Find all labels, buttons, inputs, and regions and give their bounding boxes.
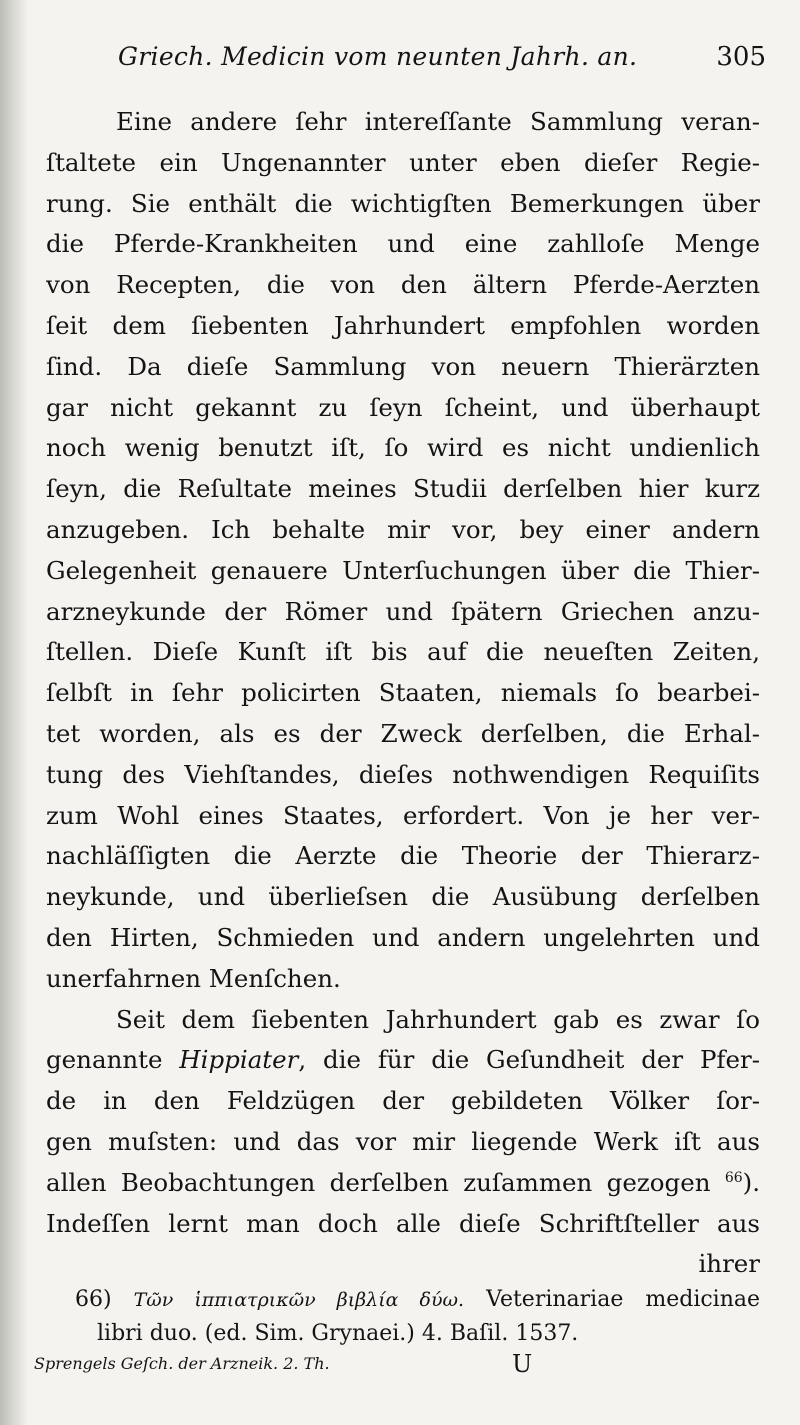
- text-line: tet worden, als es der Zweck derſelben, die Erhal-: [46, 718, 760, 748]
- text-line: ſeit dem ſiebenten Jahrhundert empfohlen worden: [46, 310, 760, 340]
- catchword: ihrer: [698, 1249, 760, 1279]
- text-line: anzugeben. Ich behalte mir vor, bey einer andern: [46, 514, 760, 544]
- footnote-line: [75, 1283, 760, 1317]
- text-line: de in den Feldzügen der gebildeten Völker ſor-: [46, 1086, 760, 1116]
- text-line: ſtellen. Dieſe Kunſt iſt bis auf die neueſten Zeiten,: [46, 637, 760, 667]
- running-head: Griech. Medicin vom neunten Jahrh. an.: [118, 42, 638, 71]
- text-line: ſtaltete ein Ungenannter unter eben dieſer Regie-: [46, 147, 760, 177]
- text-line: zum Wohl eines Staates, erfordert. Von je her ver-: [46, 800, 760, 830]
- text-line: rung. Sie enthält die wichtigſten Bemerkungen über: [46, 188, 760, 218]
- printer-signature: [34, 1350, 760, 1384]
- text-line: Seit dem ſiebenten Jahrhundert gab es zwar ſo: [116, 1004, 760, 1034]
- text-line: von Recepten, die von den ältern Pferde-Aerzten: [46, 270, 760, 300]
- footnote-marker: 66): [75, 1287, 112, 1312]
- text-line: arzneykunde der Römer und ſpätern Griechen anzu-: [46, 596, 760, 626]
- text-line: Eine andere ſehr intereſſante Sammlung veran-: [116, 107, 760, 136]
- footnote: [75, 1283, 760, 1351]
- text-line: nachläſſigten die Aerzte die Theorie der Thierarz-: [46, 841, 760, 871]
- page-number: 305: [716, 42, 766, 72]
- signature-mark: U: [512, 1350, 533, 1378]
- text-line: neykunde, und überlieſsen die Ausübung derſelben: [46, 882, 760, 912]
- text-line: gar nicht gekannt zu ſeyn ſcheint, und überhaupt: [46, 392, 760, 422]
- text-segment: , die für die Geſundheit der Pfer-: [298, 1045, 760, 1075]
- text-line: Gelegenheit genauere Unterſuchungen über die Thier-: [46, 555, 760, 585]
- page-header: [118, 42, 766, 82]
- text-line: tung des Viehſtandes, dieſes nothwendigen Requiſits: [46, 759, 760, 789]
- footnote-greek-title: Τῶν ἱππιατρικῶν βιβλία δύω.: [133, 1289, 465, 1311]
- signature-text: Sprengels Geſch. der Arzneik. 2. Th.: [34, 1354, 330, 1373]
- body-text: [46, 102, 760, 1285]
- text-line: [46, 1163, 760, 1204]
- text-line: unerfahrnen Menſchen.: [46, 963, 341, 993]
- footnote-line: libri duo. (ed. Sim. Grynaei.) 4. Baſil. 1537.: [97, 1321, 579, 1346]
- text-line: noch wenig benutzt iſt, ſo wird es nicht undienlich: [46, 433, 760, 463]
- footnote-text: Veterinariae medicinae: [486, 1287, 761, 1312]
- text-line: Indeſſen lernt man doch alle dieſe Schriftſteller aus: [46, 1208, 760, 1238]
- text-line: gen muſsten: und das vor mir liegende Werk iſt aus: [46, 1126, 760, 1156]
- text-segment: allen Beobachtungen derſelben zuſammen gezogen: [46, 1167, 711, 1197]
- text-line: ſind. Da dieſe Sammlung von neuern Thierärzten: [46, 351, 760, 381]
- text-segment: genannte: [46, 1045, 180, 1075]
- text-line: die Pferde-Krankheiten und eine zahlloſe Menge: [46, 229, 760, 259]
- text-line: [46, 1040, 760, 1081]
- text-line: ſeyn, die Reſultate meines Studii derſelben hier kurz: [46, 474, 760, 504]
- footnote-reference: 66: [724, 1169, 743, 1186]
- text-line: den Hirten, Schmieden und andern ungelehrten und: [46, 922, 760, 952]
- italic-term: Hippiater: [179, 1045, 299, 1075]
- text-segment: ).: [742, 1167, 760, 1197]
- text-line: ſelbſt in ſehr policirten Staaten, niemals ſo bearbei-: [46, 678, 760, 708]
- page-gutter-shadow: [0, 0, 28, 1425]
